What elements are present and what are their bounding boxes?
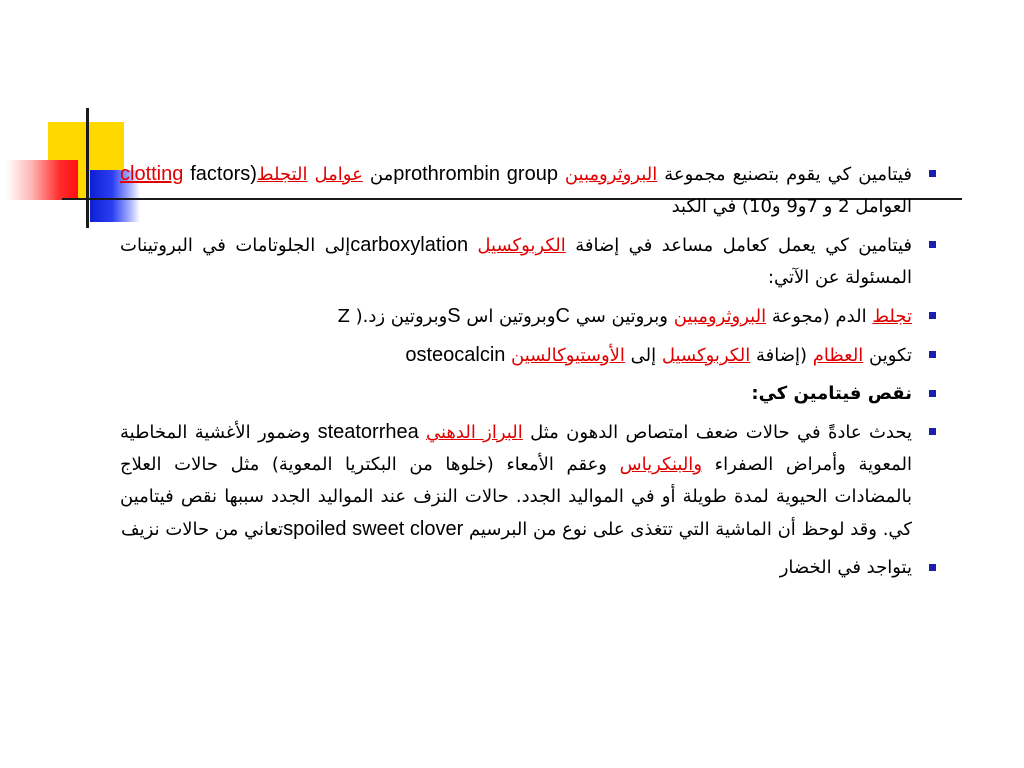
- english-term: steatorrhea: [310, 421, 426, 443]
- english-term: C: [555, 305, 570, 327]
- english-term: spoiled sweet clover: [283, 518, 464, 540]
- bullet-square-icon: [929, 170, 936, 177]
- highlighted-term: تجلط: [872, 306, 912, 327]
- bullet-text: من: [362, 164, 394, 185]
- bullet-text: تكوين: [863, 345, 912, 366]
- bullet-item: [120, 229, 938, 294]
- bullet-square-icon: [929, 390, 936, 397]
- english-term: prothrombin group: [393, 163, 565, 185]
- bullet-square-icon: [929, 351, 936, 358]
- highlighted-term: البروثرومبين: [564, 164, 658, 185]
- highlighted-term: عوامل: [314, 164, 363, 185]
- bullet-text: وعقم الأمعاء (خلوها من البكتريا المعوية) مثل حالات العلاج بالمضادات الحيوية لمدة طويلة أو في المواليد الجدد. حالات النزف عند المواليد الجدد سببها نقص فيتامين كي. وقد لوحظ أن الماشية التي تتغذى على نوع من البرسيم: [120, 454, 912, 540]
- bullet-text: وبروتين سي: [569, 306, 674, 327]
- bullet-square-icon: [929, 241, 936, 248]
- bullet-text: (إضافة: [750, 345, 813, 366]
- bullet-text: تعاني من حالات نزيف: [121, 519, 284, 540]
- bullet-list: [120, 158, 938, 584]
- highlighted-term: الكربوكسيل: [477, 235, 566, 256]
- bullet-item: [120, 300, 938, 333]
- highlighted-term: clotting: [120, 163, 184, 185]
- highlighted-term: والبنكرياس: [619, 454, 703, 475]
- bullet-text: [308, 164, 315, 185]
- highlighted-term: العظام: [812, 345, 864, 366]
- bullet-square-icon: [929, 428, 936, 435]
- highlighted-term: البراز الدهني: [425, 422, 523, 443]
- bullet-text: يتواجد في الخضار: [779, 557, 912, 578]
- english-term: carboxylation: [350, 234, 478, 256]
- bullet-text: العوامل 2 و 7و9 و10) في الكبد: [671, 196, 912, 217]
- bullet-text: إلى: [624, 345, 662, 366]
- english-term: osteocalcin: [405, 344, 511, 366]
- bullet-text: يحدث عادةًً في حالات ضعف امتصاص الدهون مثل: [522, 422, 913, 443]
- english-term: S: [447, 305, 461, 327]
- section-heading: نقص فيتامين كي:: [751, 383, 912, 404]
- bullet-text: إلى الجلوتامات في البروتينات المسئولة عن الآتي:: [120, 235, 912, 288]
- bullet-item: [120, 552, 938, 584]
- bullet-text: وضمور الأغشية المخاطية المعوية وأمراض الصفراء: [120, 422, 913, 475]
- bullet-square-icon: [929, 312, 936, 319]
- bullet-text: فيتامين كي يقوم بتصنيع مجموعة: [657, 164, 912, 185]
- bullet-item: [120, 158, 938, 223]
- bullet-item: [120, 378, 938, 410]
- highlighted-term: الكربوكسيل: [661, 345, 751, 366]
- bullet-item: [120, 416, 938, 546]
- bullet-text: وبروتين اس: [460, 306, 556, 327]
- english-term: factors: [183, 163, 251, 185]
- highlighted-term: البروثرومبين: [673, 306, 767, 327]
- highlighted-term: الأوستيوكالسين: [511, 345, 625, 366]
- bullet-text: فيتامين كي يعمل كعامل مساعد في إضافة: [565, 235, 912, 256]
- english-term: (: [250, 163, 257, 185]
- highlighted-term: التجلط: [256, 164, 308, 185]
- slide-content: [120, 158, 938, 590]
- bullet-item: [120, 339, 938, 372]
- bullet-text: الدم (مجوعة: [766, 306, 873, 327]
- decor-vertical-line: [86, 108, 89, 228]
- bullet-square-icon: [929, 564, 936, 571]
- decor-red-square: [6, 160, 78, 200]
- bullet-text: وبروتين زد.( Z: [337, 306, 448, 327]
